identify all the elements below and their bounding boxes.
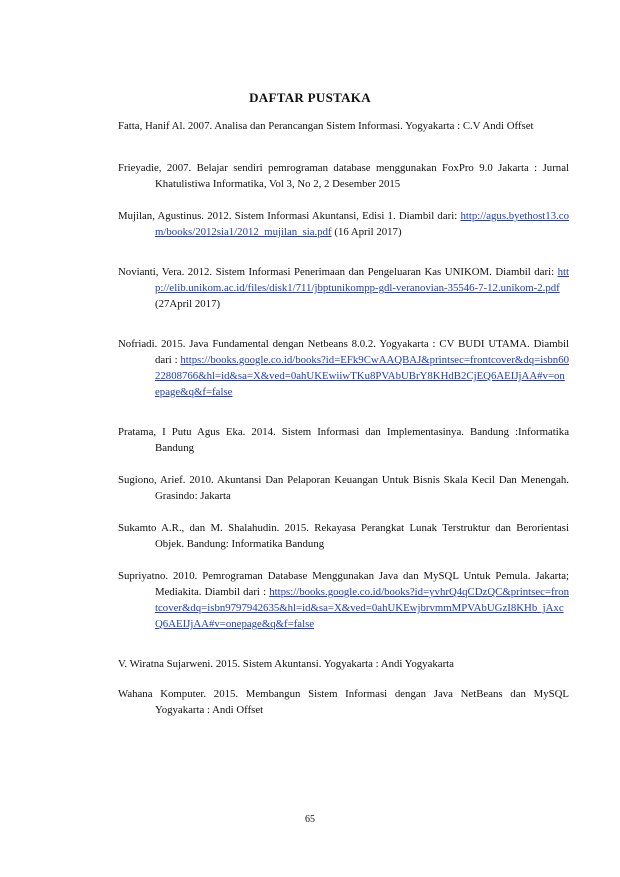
reference-item <box>118 568 569 632</box>
reference-link[interactable]: https://books.google.co.id/books?id=yvhrQ4qCDzQC&printsec=frontcover&dq=isbn9797942635&hl=id&sa=X&ved=0ahUKEwjbrvmmMPVAbUGzI8KHb_jAxcQ6AEIJjAA#v=onepage&q&f=false <box>155 586 569 630</box>
reference-item <box>118 686 569 718</box>
reference-item <box>118 208 569 240</box>
page-title: DAFTAR PUSTAKA <box>249 90 371 105</box>
reference-item <box>118 472 569 504</box>
reference-text: Pratama, I Putu Agus Eka. 2014. Sistem Informasi dan Implementasinya. Bandung :Informatika Bandung <box>118 426 569 454</box>
reference-item <box>118 118 569 134</box>
reference-item <box>118 656 569 672</box>
reference-link[interactable]: https://books.google.co.id/books?id=EFk9CwAAQBAJ&printsec=frontcover&dq=isbn6022808766&hl=id&sa=X&ved=0ahUKEwiiwTKu8PVAbUBrY8KHdB2CjEQ6AEIJjAA#v=onepage&q&f=false <box>155 354 569 398</box>
reference-item <box>118 160 569 192</box>
reference-text: V. Wiratna Sujarweni. 2015. Sistem Akuntansi. Yogyakarta : Andi Yogyakarta <box>118 658 454 670</box>
reference-text: Sugiono, Arief. 2010. Akuntansi Dan Pelaporan Keuangan Untuk Bisnis Skala Kecil Dan Menengah. Grasindo: Jakarta <box>118 474 569 502</box>
reference-item <box>118 264 569 312</box>
reference-item <box>118 424 569 456</box>
reference-item <box>118 336 569 400</box>
reference-text: Mujilan, Agustinus. 2012. Sistem Informasi Akuntansi, Edisi 1. Diambil dari: <box>118 210 458 222</box>
reference-text: Wahana Komputer. 2015. Membangun Sistem Informasi dengan Java NetBeans dan MySQL Yogyakarta : Andi Offset <box>118 688 569 716</box>
reference-text: Supriyatno. 2010. Pemrograman Database Menggunakan Java dan MySQL Untuk Pemula. Jakarta; Mediakita. Diambil dari : <box>118 570 569 598</box>
reference-text: Nofriadi. 2015. Java Fundamental dengan Netbeans 8.0.2. Yogyakarta : CV BUDI UTAMA. Diambil dari : <box>118 338 569 366</box>
reference-link[interactable]: http://elib.unikom.ac.id/files/disk1/711/jbptunikompp-gdl-veranovian-35546-7-12.unikom-2.pdf <box>155 266 569 294</box>
reference-item <box>118 520 569 552</box>
reference-link[interactable]: http://agus.byethost13.com/books/2012sia1/2012_mujilan_sia.pdf <box>155 210 569 238</box>
reference-text: Novianti, Vera. 2012. Sistem Informasi Penerimaan dan Pengeluaran Kas UNIKOM. Diambil dari: <box>118 266 555 278</box>
reference-text: Frieyadie, 2007. Belajar sendiri pemrograman database menggunakan FoxPro 9.0 Jakarta : Jurnal Khatulistiwa Informatika, Vol 3, No 2, 2 Desember 2015 <box>118 162 569 190</box>
page-number: 65 <box>305 814 315 825</box>
reference-text: Fatta, Hanif Al. 2007. Analisa dan Perancangan Sistem Informasi. Yogyakarta : C.V Andi Offset <box>118 120 534 132</box>
reference-access-date: (16 April 2017) <box>334 226 402 238</box>
reference-access-date: (27April 2017) <box>155 298 221 310</box>
reference-text: Sukamto A.R., dan M. Shalahudin. 2015. Rekayasa Perangkat Lunak Terstruktur dan Berorientasi Objek. Bandung: Informatika Bandung <box>118 522 569 550</box>
